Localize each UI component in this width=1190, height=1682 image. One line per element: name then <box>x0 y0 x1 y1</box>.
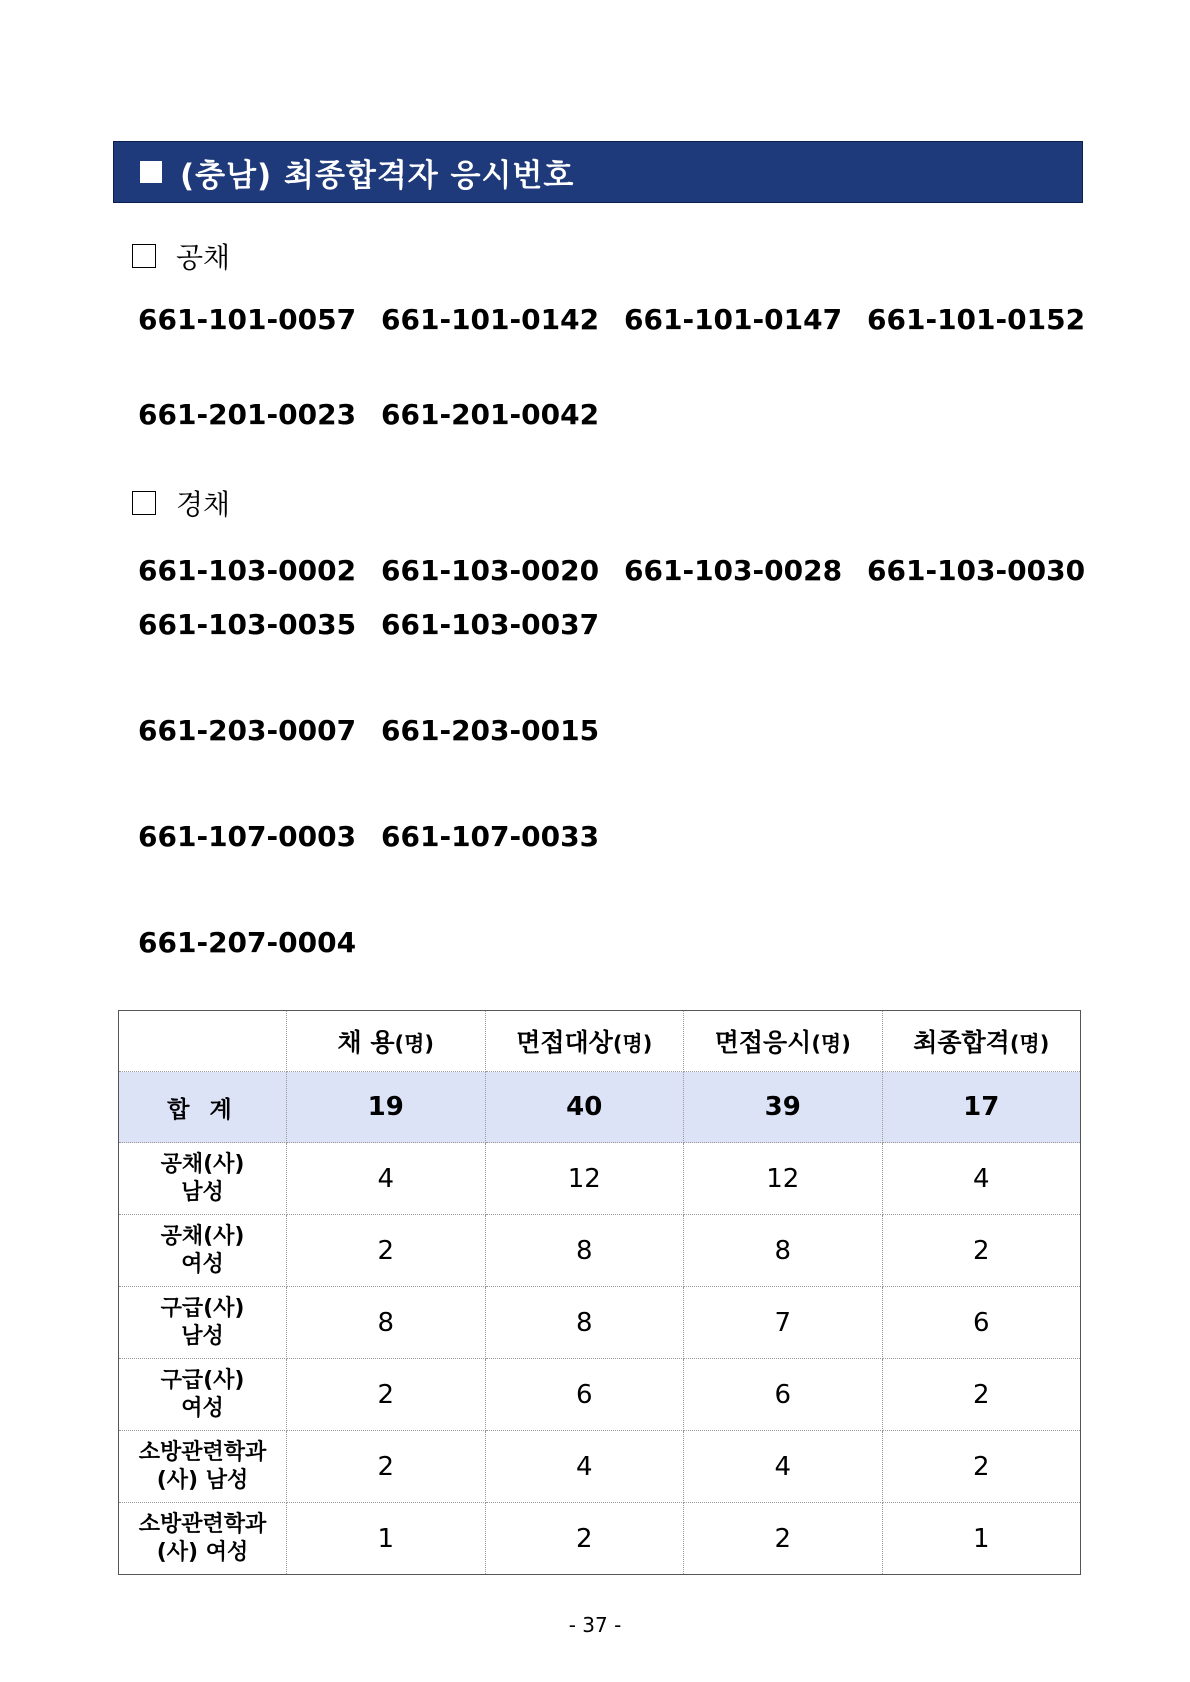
section-label: 경채 <box>176 488 231 521</box>
exam-number: 661-103-0030 <box>867 554 1086 587</box>
table-cell: 2 <box>287 1359 486 1431</box>
table-cell: 6 <box>882 1287 1081 1359</box>
exam-number: 661-103-0002 <box>138 554 357 587</box>
exam-number: 661-101-0152 <box>867 303 1086 336</box>
table-row <box>119 1143 1081 1215</box>
column-header: 면접대상(명) <box>485 1011 684 1072</box>
section-header-gongchae <box>132 236 230 276</box>
page-title: (충남) 최종합격자 응시번호 <box>180 157 575 194</box>
row-label: 소방관련학과 (사) 남성 <box>119 1431 287 1503</box>
region-header: 충 남 <box>119 1011 287 1072</box>
table-cell: 1 <box>882 1503 1081 1575</box>
section-label: 공채 <box>176 241 231 274</box>
exam-number: 661-203-0015 <box>381 714 600 747</box>
table-cell: 2 <box>882 1215 1081 1287</box>
table-cell: 40 <box>485 1072 684 1143</box>
table-cell: 2 <box>485 1503 684 1575</box>
table-row <box>119 1215 1081 1287</box>
table-cell: 8 <box>287 1287 486 1359</box>
square-bullet-icon <box>140 161 162 183</box>
table-row <box>119 1287 1081 1359</box>
exam-number: 661-101-0057 <box>138 303 357 336</box>
exam-number: 661-103-0028 <box>624 554 843 587</box>
section-header-gyeongchae <box>132 483 230 523</box>
exam-number: 661-207-0004 <box>138 926 357 959</box>
table-cell: 4 <box>485 1431 684 1503</box>
table-row <box>119 1431 1081 1503</box>
row-label: 구급(사) 남성 <box>119 1287 287 1359</box>
exam-number: 661-103-0020 <box>381 554 600 587</box>
table-cell: 12 <box>684 1143 883 1215</box>
checkbox-icon <box>132 244 156 268</box>
table-cell: 6 <box>684 1359 883 1431</box>
table-cell: 2 <box>882 1431 1081 1503</box>
exam-number: 661-103-0037 <box>381 608 600 641</box>
exam-number: 661-107-0003 <box>138 820 357 853</box>
table-cell: 2 <box>684 1503 883 1575</box>
exam-number: 661-201-0042 <box>381 398 600 431</box>
table-cell: 19 <box>287 1072 486 1143</box>
exam-number: 661-101-0142 <box>381 303 600 336</box>
table-row <box>119 1503 1081 1575</box>
checkbox-icon <box>132 491 156 515</box>
row-label: 공채(사) 여성 <box>119 1215 287 1287</box>
row-label: 구급(사) 여성 <box>119 1359 287 1431</box>
table-cell: 17 <box>882 1072 1081 1143</box>
table-cell: 1 <box>287 1503 486 1575</box>
section-title-bar <box>113 141 1083 203</box>
row-label: 합 계 <box>119 1072 287 1143</box>
page-number: - 37 - <box>568 1613 622 1637</box>
row-label: 공채(사) 남성 <box>119 1143 287 1215</box>
table-cell: 6 <box>485 1359 684 1431</box>
table-cell: 4 <box>287 1143 486 1215</box>
exam-number: 661-103-0035 <box>138 608 357 641</box>
total-row <box>119 1072 1081 1143</box>
column-header: 최종합격(명) <box>882 1011 1081 1072</box>
table-cell: 12 <box>485 1143 684 1215</box>
statistics-table <box>118 1010 1081 1575</box>
table-cell: 4 <box>882 1143 1081 1215</box>
table-cell: 7 <box>684 1287 883 1359</box>
table-cell: 39 <box>684 1072 883 1143</box>
exam-number: 661-201-0023 <box>138 398 357 431</box>
column-header: 면접응시(명) <box>684 1011 883 1072</box>
table-cell: 2 <box>882 1359 1081 1431</box>
table-cell: 8 <box>485 1215 684 1287</box>
table-cell: 8 <box>485 1287 684 1359</box>
exam-number: 661-203-0007 <box>138 714 357 747</box>
exam-number: 661-101-0147 <box>624 303 843 336</box>
table-cell: 2 <box>287 1215 486 1287</box>
exam-number: 661-107-0033 <box>381 820 600 853</box>
table-cell: 2 <box>287 1431 486 1503</box>
table-cell: 8 <box>684 1215 883 1287</box>
row-label: 소방관련학과 (사) 여성 <box>119 1503 287 1575</box>
table-row <box>119 1359 1081 1431</box>
table-cell: 4 <box>684 1431 883 1503</box>
column-header: 채 용(명) <box>287 1011 486 1072</box>
table-header-row <box>119 1011 1081 1072</box>
